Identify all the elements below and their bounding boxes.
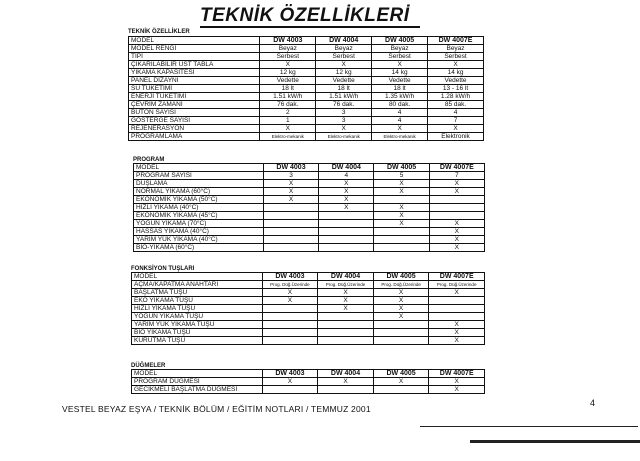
model-header: DW 4003: [260, 37, 316, 45]
row-value: X: [263, 196, 318, 204]
table-header-row: [132, 370, 485, 378]
table-row: [129, 61, 484, 69]
row-value: 7: [428, 117, 484, 125]
row-label: ÇEVRİM ZAMANI: [129, 101, 260, 109]
row-label: PROGRAM SAYISI: [134, 172, 264, 180]
row-label: YARIM YÜK YIKAMA (40°C): [134, 236, 264, 244]
row-value: 76 dak.: [316, 101, 372, 109]
row-value: Elektronik: [428, 133, 484, 141]
row-value: 3: [316, 109, 372, 117]
page-title: TEKNİK ÖZELLİKLERİ: [200, 6, 420, 28]
row-label: REJENERASYON: [129, 125, 260, 133]
table-row: [129, 77, 484, 85]
row-value: [318, 337, 374, 345]
row-value: 1.51 kW/h: [260, 93, 316, 101]
row-value: X: [316, 125, 372, 133]
row-value: X: [318, 289, 374, 297]
table-row: [129, 117, 484, 125]
table-row: [134, 172, 485, 180]
model-header: DW 4004: [319, 164, 374, 172]
header-label: MODEL: [129, 37, 260, 45]
row-value: 76 dak.: [260, 101, 316, 109]
row-value: 4: [372, 109, 428, 117]
row-value: X: [429, 180, 484, 188]
row-value: 7: [429, 172, 484, 180]
row-label: DUŞLAMA: [134, 180, 264, 188]
row-value: Elektro-mekanik: [316, 133, 372, 141]
table-row: [132, 297, 485, 305]
row-value: [373, 329, 429, 337]
row-value: Prog. Düğ.Üzerinde: [262, 281, 318, 289]
row-value: [429, 212, 484, 220]
row-value: [319, 244, 374, 252]
row-label: TİPİ: [129, 53, 260, 61]
row-label: PROGRAMLAMA: [129, 133, 260, 141]
row-value: Serbest: [372, 53, 428, 61]
row-value: [373, 386, 429, 394]
model-header: DW 4005: [374, 164, 429, 172]
row-value: [374, 196, 429, 204]
row-value: [373, 337, 429, 345]
row-value: [263, 204, 318, 212]
row-value: [318, 329, 374, 337]
table-row: [129, 109, 484, 117]
row-value: X: [429, 236, 484, 244]
row-label: ÇIKARILABİLİR ÜST TABLA: [129, 61, 260, 69]
row-value: 18 lt: [316, 85, 372, 93]
header-label: MODEL: [132, 273, 263, 281]
row-label: SU TÜKETİMİ: [129, 85, 260, 93]
row-value: 4: [372, 117, 428, 125]
model-header: DW 4007E: [429, 273, 485, 281]
row-label: HASSAS YIKAMA (40°C): [134, 228, 264, 236]
table-row: [132, 329, 485, 337]
program-table: [133, 163, 485, 252]
row-value: Vedette: [372, 77, 428, 85]
row-value: X: [262, 378, 318, 386]
spec-table: [128, 36, 484, 141]
table-header-row: [132, 273, 485, 281]
row-value: X: [374, 204, 429, 212]
footer-text: VESTEL BEYAZ EŞYA / TEKNİK BÖLÜM / EĞİTİM NOTLARI / TEMMUZ 2001: [62, 404, 371, 414]
row-value: Beyaz: [372, 45, 428, 53]
row-value: 1.51 kW/h: [316, 93, 372, 101]
row-value: [429, 313, 485, 321]
model-header: DW 4004: [316, 37, 372, 45]
table-row: [134, 212, 485, 220]
row-value: X: [429, 188, 484, 196]
row-label: YOĞUN YIKAMA (70°C): [134, 220, 264, 228]
row-value: 3: [263, 172, 318, 180]
row-value: [319, 212, 374, 220]
row-value: [263, 228, 318, 236]
table-row: [129, 53, 484, 61]
model-header: DW 4003: [263, 164, 318, 172]
table-row: [129, 93, 484, 101]
row-value: Serbest: [428, 53, 484, 61]
row-value: X: [263, 180, 318, 188]
row-value: X: [374, 220, 429, 228]
row-value: 85 dak.: [428, 101, 484, 109]
row-value: [374, 228, 429, 236]
model-header: DW 4005: [373, 273, 429, 281]
row-label: ENERJİ TÜKETİMİ: [129, 93, 260, 101]
row-value: X: [373, 289, 429, 297]
row-value: 12 kg: [316, 69, 372, 77]
row-value: X: [374, 212, 429, 220]
row-value: X: [372, 125, 428, 133]
row-value: [319, 220, 374, 228]
row-value: [263, 220, 318, 228]
table-row: [132, 386, 485, 394]
row-value: [374, 236, 429, 244]
row-label: BAŞLATMA TUŞU: [132, 289, 263, 297]
row-value: 2: [260, 109, 316, 117]
row-value: [318, 321, 374, 329]
row-label: YOĞUN YIKAMA TUŞU: [132, 313, 263, 321]
row-value: X: [429, 386, 485, 394]
table-row: [134, 180, 485, 188]
row-label: YARIM YÜK YIKAMA TUŞU: [132, 321, 263, 329]
functions-table: [131, 272, 485, 345]
row-value: X: [318, 305, 374, 313]
row-value: X: [263, 188, 318, 196]
row-value: X: [260, 125, 316, 133]
row-label: YIKAMA KAPASİTESİ: [129, 69, 260, 77]
row-label: PROGRAM DÜĞMESİ: [132, 378, 263, 386]
row-value: X: [373, 297, 429, 305]
row-value: X: [429, 321, 485, 329]
row-value: X: [428, 125, 484, 133]
buttons-table: [131, 369, 485, 394]
row-value: Prog. Düğ.Üzerinde: [318, 281, 374, 289]
table-row: [132, 289, 485, 297]
row-value: X: [318, 297, 374, 305]
row-value: [263, 244, 318, 252]
row-value: [263, 236, 318, 244]
row-value: Elektro-mekanik: [372, 133, 428, 141]
row-value: Beyaz: [428, 45, 484, 53]
row-label: AÇMA/KAPATMA ANAHTARI: [132, 281, 263, 289]
row-value: Beyaz: [260, 45, 316, 53]
row-value: [262, 305, 318, 313]
row-value: [373, 321, 429, 329]
table-row: [129, 85, 484, 93]
table-row: [132, 305, 485, 313]
row-value: 1: [260, 117, 316, 125]
row-value: Elektro-mekanik: [260, 133, 316, 141]
row-value: X: [316, 61, 372, 69]
row-label: GECİKMELİ BAŞLATMA DÜĞMESİ: [132, 386, 263, 394]
row-value: X: [429, 228, 484, 236]
section-label-functions: FONKSİYON TUŞLARI: [131, 266, 195, 272]
row-label: MODEL RENGİ: [129, 45, 260, 53]
row-value: [262, 329, 318, 337]
row-value: X: [318, 378, 374, 386]
row-value: X: [262, 289, 318, 297]
section-label-spec: TEKNİK ÖZELLİKLER: [128, 29, 190, 35]
row-value: 1.28 kW/h: [428, 93, 484, 101]
row-value: X: [429, 378, 485, 386]
table-row: [129, 69, 484, 77]
row-value: 5: [374, 172, 429, 180]
model-header: DW 4003: [262, 370, 318, 378]
row-value: 12 kg: [260, 69, 316, 77]
row-value: [263, 212, 318, 220]
row-value: X: [373, 305, 429, 313]
row-value: [262, 386, 318, 394]
row-label: PANEL DİZAYNI: [129, 77, 260, 85]
row-value: X: [319, 196, 374, 204]
row-label: GÖSTERGE SAYISI: [129, 117, 260, 125]
model-header: DW 4007E: [429, 370, 485, 378]
row-value: 4: [319, 172, 374, 180]
row-value: [262, 313, 318, 321]
table-header-row: [134, 164, 485, 172]
row-value: [319, 228, 374, 236]
row-value: X: [260, 61, 316, 69]
row-value: 14 kg: [372, 69, 428, 77]
row-value: [374, 244, 429, 252]
table-row: [129, 45, 484, 53]
table-row: [132, 321, 485, 329]
row-value: X: [319, 204, 374, 212]
row-label: BUTON SAYISI: [129, 109, 260, 117]
row-value: [262, 321, 318, 329]
scan-edge-line: [420, 426, 638, 427]
row-value: X: [372, 61, 428, 69]
row-value: 1.35 kW/h: [372, 93, 428, 101]
table-row: [134, 220, 485, 228]
row-value: X: [262, 297, 318, 305]
scan-edge-bar: [470, 440, 640, 443]
table-row: [132, 313, 485, 321]
row-value: X: [319, 180, 374, 188]
row-value: [429, 297, 485, 305]
row-value: [429, 196, 484, 204]
row-value: 18 lt: [260, 85, 316, 93]
table-row: [129, 101, 484, 109]
row-value: [262, 337, 318, 345]
row-value: 14 kg: [428, 69, 484, 77]
model-header: DW 4003: [262, 273, 318, 281]
model-header: DW 4005: [373, 370, 429, 378]
row-label: KURUTMA TUŞU: [132, 337, 263, 345]
row-label: EKONOMİK YIKAMA (50°C): [134, 196, 264, 204]
row-value: X: [373, 378, 429, 386]
row-value: Vedette: [260, 77, 316, 85]
model-header: DW 4007E: [428, 37, 484, 45]
row-value: X: [319, 188, 374, 196]
table-row: [134, 228, 485, 236]
row-value: [319, 236, 374, 244]
table-row: [129, 133, 484, 141]
row-value: Serbest: [260, 53, 316, 61]
row-label: EKONOMİK YIKAMA (45°C): [134, 212, 264, 220]
header-label: MODEL: [134, 164, 264, 172]
row-value: X: [428, 61, 484, 69]
row-value: Serbest: [316, 53, 372, 61]
table-row: [134, 244, 485, 252]
table-row: [132, 378, 485, 386]
row-value: X: [429, 220, 484, 228]
table-row: [132, 281, 485, 289]
row-value: 13 - 16 lt: [428, 85, 484, 93]
row-value: Prog. Düğ.Üzerinde: [373, 281, 429, 289]
model-header: DW 4005: [372, 37, 428, 45]
row-label: BİO-YIKAMA (60°C): [134, 244, 264, 252]
row-label: HIZLI YIKAMA TUŞU: [132, 305, 263, 313]
row-value: Vedette: [428, 77, 484, 85]
row-value: 80 dak.: [372, 101, 428, 109]
table-row: [134, 196, 485, 204]
table-row: [129, 125, 484, 133]
row-value: X: [429, 329, 485, 337]
header-label: MODEL: [132, 370, 263, 378]
row-label: HIZLI YIKAMA (40°C): [134, 204, 264, 212]
row-value: 4: [428, 109, 484, 117]
model-header: DW 4004: [318, 273, 374, 281]
row-label: BIO YIKAMA TUŞU: [132, 329, 263, 337]
table-row: [134, 188, 485, 196]
table-row: [132, 337, 485, 345]
table-row: [134, 204, 485, 212]
row-value: Beyaz: [316, 45, 372, 53]
row-value: 18 lt: [372, 85, 428, 93]
row-value: X: [429, 244, 484, 252]
row-value: X: [373, 313, 429, 321]
table-header-row: [129, 37, 484, 45]
row-label: NORMAL YIKAMA (60°C): [134, 188, 264, 196]
page-number: 4: [590, 398, 596, 408]
row-label: EKO YIKAMA TUŞU: [132, 297, 263, 305]
row-value: Vedette: [316, 77, 372, 85]
row-value: 3: [316, 117, 372, 125]
row-value: X: [429, 337, 485, 345]
model-header: DW 4004: [318, 370, 374, 378]
table-row: [134, 236, 485, 244]
section-label-buttons: DÜĞMELER: [131, 363, 166, 369]
row-value: [429, 305, 485, 313]
row-value: [318, 313, 374, 321]
row-value: [429, 204, 484, 212]
section-label-program: PROGRAM: [133, 157, 165, 163]
row-value: X: [374, 180, 429, 188]
row-value: X: [374, 188, 429, 196]
row-value: X: [429, 289, 485, 297]
model-header: DW 4007E: [429, 164, 484, 172]
row-value: Prog. Düğ.Üzerinde: [429, 281, 485, 289]
row-value: [318, 386, 374, 394]
